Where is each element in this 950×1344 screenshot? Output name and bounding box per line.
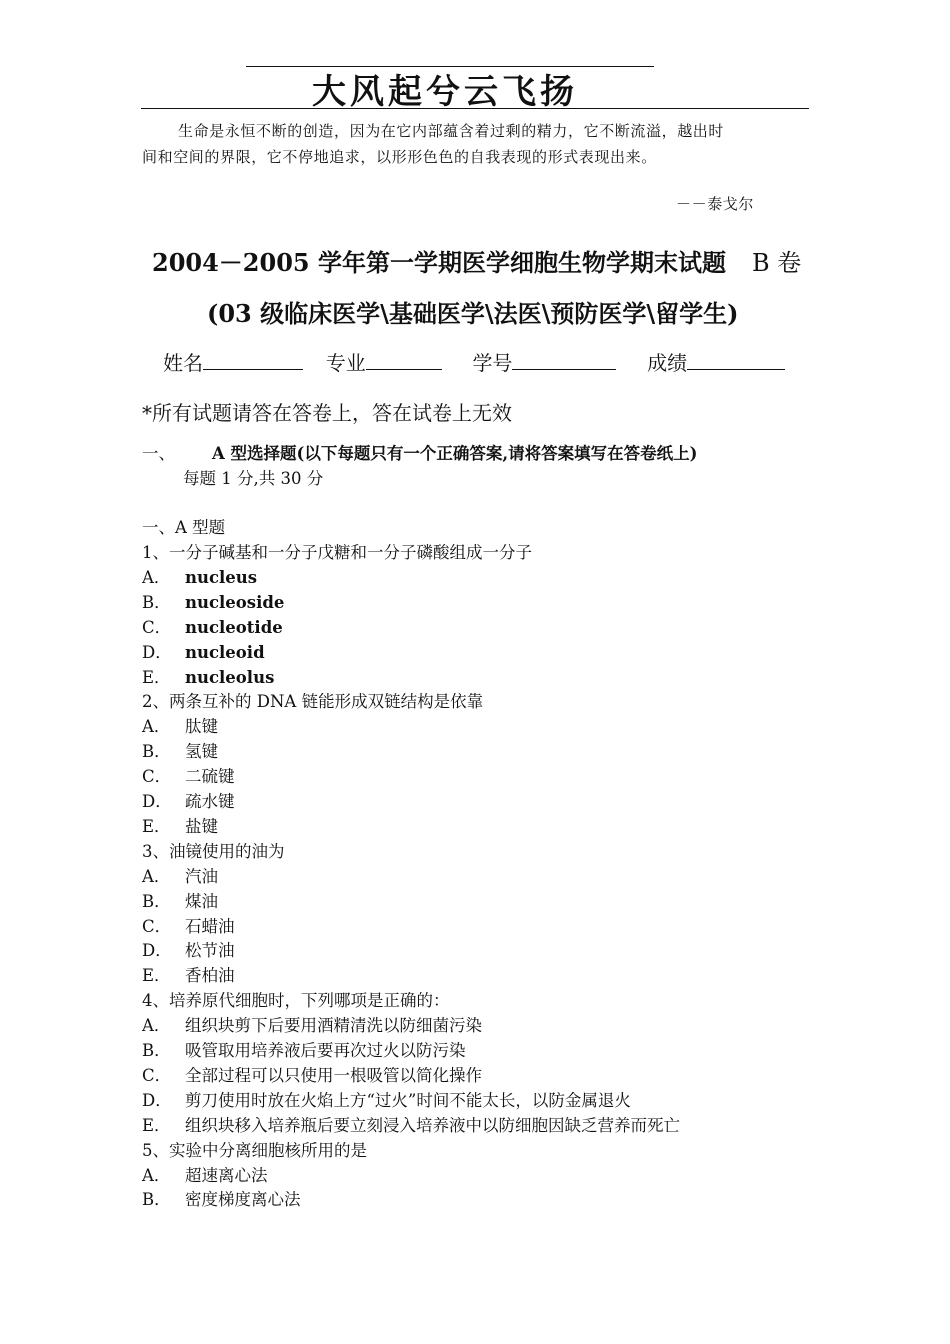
- question-3-option-d[interactable]: D． 松节油: [142, 941, 235, 961]
- score-blank[interactable]: [687, 351, 785, 370]
- question-2-stem: 2、两条互补的 DNA 链能形成双链结构是依靠: [142, 692, 484, 712]
- epigraph-line-2: 间和空间的界限，它不停地追求，以形形色色的自我表现的形式表现出来。: [142, 148, 657, 166]
- question-4-option-b[interactable]: B． 吸管取用培养液后要再次过火以防污染: [142, 1041, 466, 1060]
- question-1-option-e[interactable]: E． nucleolus: [142, 667, 275, 687]
- major-label: 专业: [325, 351, 366, 375]
- question-5-stem: 5、实验中分离细胞核所用的是: [142, 1140, 367, 1160]
- section-scoring: 每题 1 分,共 30 分: [183, 469, 324, 488]
- epigraph-author: －－泰戈尔: [676, 195, 755, 213]
- exam-paper-label: B 卷: [752, 249, 802, 277]
- question-4-stem: 4、培养原代细胞时，下列哪项是正确的：: [142, 991, 450, 1011]
- question-3-option-a[interactable]: A． 汽油: [142, 866, 218, 886]
- question-1-option-b[interactable]: B． nucleoside: [142, 592, 285, 612]
- question-2-option-e[interactable]: E． 盐键: [142, 816, 218, 836]
- question-2-option-a[interactable]: A． 肽键: [142, 717, 218, 737]
- name-blank[interactable]: [203, 351, 303, 370]
- question-3-option-b[interactable]: B． 煤油: [142, 891, 218, 911]
- student-id-label: 学号: [472, 351, 513, 375]
- major-blank[interactable]: [366, 351, 442, 370]
- section-title: A 型选择题(以下每题只有一个正确答案,请将答案填写在答卷纸上): [212, 444, 698, 463]
- question-1-option-c[interactable]: C． nucleotide: [142, 617, 283, 637]
- student-fields: [163, 347, 785, 376]
- question-1-stem: 1、一分子碱基和一分子戊糖和一分子磷酸组成一分子: [142, 543, 532, 562]
- question-4-option-a[interactable]: A． 组织块剪下后要用酒精清洗以防细菌污染: [142, 1016, 482, 1036]
- banner-title: 大风起兮云飞扬: [312, 72, 578, 112]
- student-id-blank[interactable]: [512, 351, 616, 370]
- banner-bottom-rule: [141, 108, 809, 109]
- epigraph-line-1: 生命是永恒不断的创造，因为在它内部蕴含着过剩的精力，它不断流溢，越出时: [178, 122, 725, 140]
- question-5-option-a[interactable]: A． 超速离心法: [142, 1165, 268, 1185]
- question-4-option-d[interactable]: D． 剪刀使用时放在火焰上方“过火”时间不能太长，以防金属退火: [142, 1090, 631, 1110]
- question-2-option-d[interactable]: D． 疏水键: [142, 792, 235, 811]
- question-2-option-b[interactable]: B． 氢键: [142, 742, 218, 762]
- question-4-option-c[interactable]: C． 全部过程可以只使用一根吸管以简化操作: [142, 1065, 482, 1085]
- question-4-option-e[interactable]: E． 组织块移入培养瓶后要立刻浸入培养液中以防细胞因缺乏营养而死亡: [142, 1115, 680, 1135]
- exam-subtitle: (03 级临床医学\基础医学\法医\预防医学\留学生): [207, 299, 739, 328]
- name-label: 姓名: [163, 351, 203, 375]
- question-3-option-c[interactable]: C． 石蜡油: [142, 916, 235, 936]
- question-1-option-a[interactable]: A． nucleus: [142, 567, 258, 587]
- exam-title: 2004－2005 学年第一学期医学细胞生物学期末试题: [152, 248, 726, 277]
- answer-notice: *所有试题请答在答卷上，答在试卷上无效: [142, 401, 512, 425]
- question-2-option-c[interactable]: C． 二硫键: [142, 767, 235, 787]
- question-3-option-e[interactable]: E． 香柏油: [142, 966, 235, 986]
- section-number: 一、: [142, 444, 175, 463]
- section-heading: 一、A 型题: [142, 518, 226, 537]
- question-5-option-b[interactable]: B． 密度梯度离心法: [142, 1190, 301, 1210]
- score-label: 成绩: [647, 351, 688, 375]
- question-1-option-d[interactable]: D． nucleoid: [142, 642, 265, 662]
- question-3-stem: 3、油镜使用的油为: [142, 841, 285, 861]
